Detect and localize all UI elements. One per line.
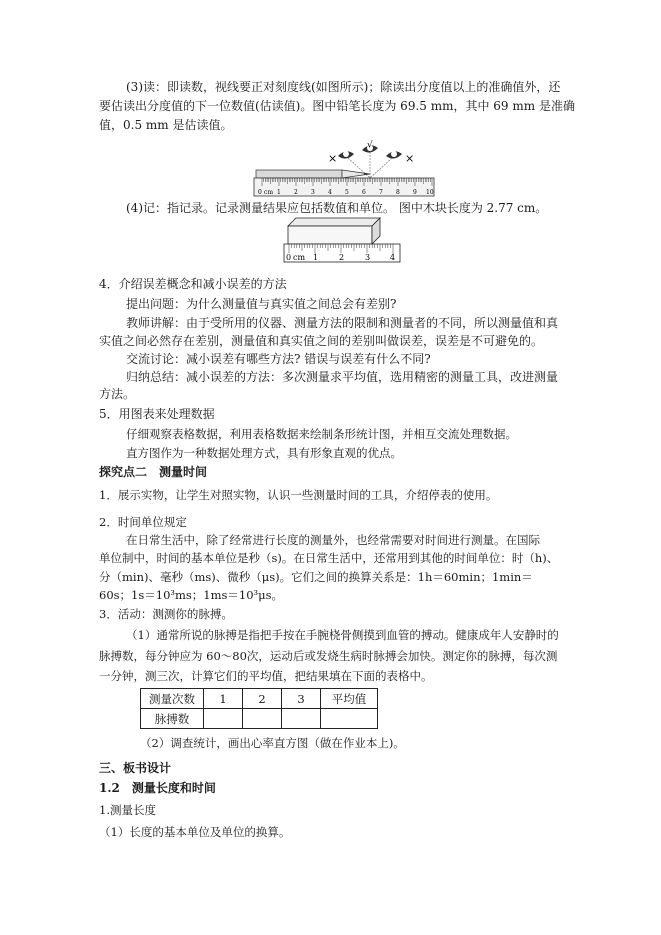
explore2-heading: 探究点二 测量时间 [99, 465, 208, 479]
section4-p2-line1: 教师讲解：由于受所用的仪器、测量方法的限制和测量者的不同，所以测量值和真 [126, 316, 559, 330]
ruler1-label-8: 8 [396, 189, 400, 196]
table-cell [321, 709, 378, 729]
explore2-item3-line3: 一分钟，测三次，计算它们的平均值，把结果填在下面的表格中。 [99, 669, 433, 683]
board-heading: 三、板书设计 [99, 761, 172, 775]
board-item1: 1.测量长度 [99, 803, 156, 817]
section5-heading: 5．用图表来处理数据 [99, 407, 215, 421]
table-cell [243, 709, 282, 729]
explore2-item2-heading: 2．时间单位规定 [99, 515, 187, 529]
ruler-1 [254, 178, 434, 196]
table-header-row [141, 689, 378, 709]
explore2-item2-line2: 单位制中，时间的基本单位是秒（s)。在日常生活中，还常用到其他的时间单位：时（h)、 [99, 551, 559, 565]
explore2-item3-line2: 脉搏数，每分钟应为 60～80次，运动后或发烧生病时脉搏会加快。测定你的脉搏，每次测 [99, 649, 558, 663]
ruler2-label-0: 0 [286, 253, 292, 262]
record-line: (4)记：指记录。记录测量结果应包括数值和单位。 图中木块长度为 2.77 cm。 [126, 201, 548, 215]
ruler-reading-figure [250, 140, 440, 200]
ruler2-label-1: 1 [313, 253, 319, 262]
section4-p1: 提出问题：为什么测量值与真实值之间总会有差别? [126, 297, 397, 311]
explore2-item1: 1．展示实物，让学生对照实物，认识一些测量时间的工具，介绍停表的使用。 [99, 488, 498, 502]
section5-p2: 直方图作为一种数据处理方式，具有形象直观的优点。 [126, 446, 402, 460]
table-header-cell: 1 [204, 689, 243, 709]
wrong-mark-left: × [328, 152, 338, 165]
section4-p4-line1: 归纳总结：减小误差的方法：多次测量求平均值，选用精密的测量工具，改进测量 [126, 370, 559, 384]
ruler1-label-7: 7 [379, 189, 383, 196]
right-mark: √ [367, 140, 373, 151]
ruler1-label-0: 0 [258, 189, 262, 196]
section4-p3: 交流讨论：减小误差有哪些方法? 错误与误差有什么不同? [126, 352, 431, 366]
read-line-3: 值，0.5 mm 是估读值。 [99, 118, 233, 132]
section5-p1: 仔细观察表格数据，利用表格数据来绘制条形统计图，并相互交流处理数据。 [126, 427, 517, 441]
ruler2-label-4: 4 [390, 253, 396, 262]
table-row-label: 脉搏数 [141, 709, 204, 729]
explore2-item2-line4: 60s；1s＝10³ms；1ms＝10³μs。 [99, 588, 284, 602]
board-title: 1.2 测量长度和时间 [99, 781, 216, 795]
table-header-cell: 2 [243, 689, 282, 709]
pulse-table [140, 688, 378, 729]
ruler2-label-cm: cm [293, 253, 306, 262]
ruler-2 [284, 244, 400, 262]
wrong-mark-right: × [405, 152, 415, 165]
explore2-item3-line1: （1）通常所说的脉搏是指把手按在手腕桡骨侧摸到血管的搏动。健康成年人安静时的 [126, 628, 559, 642]
ruler1-label-6: 6 [362, 189, 366, 196]
ruler1-label-cm: cm [264, 189, 274, 196]
table-header-cell: 平均值 [321, 689, 378, 709]
eye-wrong-left-icon [338, 151, 354, 159]
block-ruler-figure [282, 216, 402, 264]
ruler1-label-5: 5 [345, 189, 349, 196]
explore2-item3-2: （2）调查统计，画出心率直方图（做在作业本上)。 [140, 736, 405, 750]
table-row [141, 709, 378, 729]
table-cell [204, 709, 243, 729]
ruler1-label-3: 3 [311, 189, 315, 196]
section4-heading: 4．介绍误差概念和减小误差的方法 [99, 277, 287, 291]
ruler1-label-4: 4 [328, 189, 332, 196]
table-header-cell: 3 [282, 689, 321, 709]
read-line-1: (3)读：即读数，视线要正对刻度线(如图所示)；除读出分度值以上的准确值外，还 [126, 80, 561, 94]
table-cell [282, 709, 321, 729]
explore2-item3-heading: 3．活动：测测你的脉搏。 [99, 607, 233, 621]
table-header-cell: 测量次数 [141, 689, 204, 709]
ruler2-label-2: 2 [339, 253, 345, 262]
explore2-item2-line3: 分（min)、毫秒（ms)、微秒（μs)。它们之间的换算关系是：1h＝60min；1min＝ [99, 570, 533, 584]
ruler2-label-3: 3 [365, 253, 371, 262]
read-line-2: 要估读出分度值的下一位数值(估读值)。图中铅笔长度为 69.5 mm，其中 69 mm 是准确 [99, 99, 575, 113]
pencil [256, 170, 370, 178]
wood-block [288, 218, 380, 244]
ruler1-label-10: 10 [426, 189, 434, 196]
board-item1-1: （1）长度的基本单位及单位的换算。 [99, 825, 291, 839]
ruler1-label-9: 9 [413, 189, 417, 196]
ruler1-label-2: 2 [294, 189, 298, 196]
ruler1-label-1: 1 [277, 189, 281, 196]
eye-wrong-right-icon [386, 151, 402, 159]
section4-p2-line2: 实值之间必然存在差别，测量值和真实值之间的差别叫做误差，误差是不可避免的。 [99, 334, 544, 348]
section4-p4-line2: 方法。 [99, 387, 136, 401]
explore2-item2-line1: 在日常生活中，除了经常进行长度的测量外，也经常需要对时间进行测量。在国际 [126, 533, 540, 547]
